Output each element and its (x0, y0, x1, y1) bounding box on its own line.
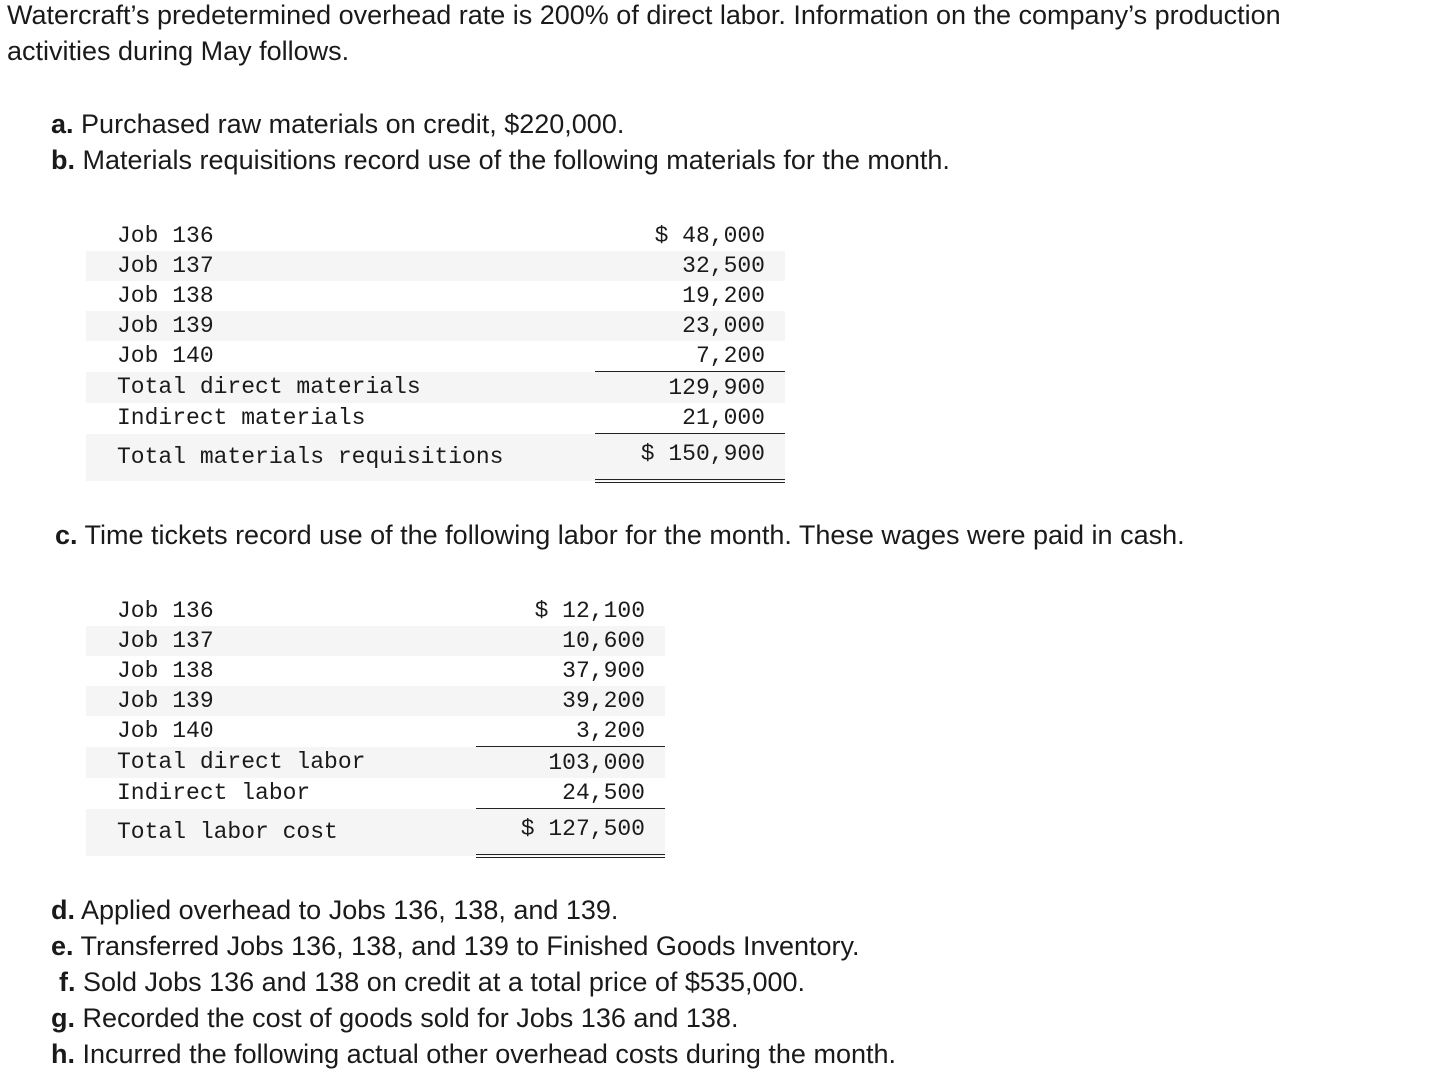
total-row (86, 434, 785, 482)
materials-requisitions-table (86, 221, 785, 483)
row-label: Total materials requisitions (86, 434, 595, 482)
row-label: Indirect labor (117, 780, 311, 807)
item-d-label: d. (51, 895, 75, 925)
item-a-text: Purchased raw materials on credit, $220,000. (81, 109, 625, 139)
row-label: Total direct labor (86, 747, 476, 779)
row-amount: 24,500 (562, 780, 645, 806)
item-c-text: Time tickets record use of the following labor for the month. These wages were paid in cash. (84, 520, 1185, 550)
item-e (51, 928, 860, 964)
intro-paragraph (7, 0, 1281, 69)
row-label: Job 136 (117, 223, 214, 249)
item-e-label: e. (51, 931, 74, 961)
item-a-label: a. (51, 109, 74, 139)
row-label: Job 140 (117, 718, 214, 745)
item-d (51, 892, 618, 928)
intro-line-2: activities during May follows. (7, 36, 350, 66)
labor-time-tickets-table (86, 596, 665, 858)
row-label: Indirect materials (117, 405, 366, 432)
table-row (86, 341, 785, 372)
item-f (59, 964, 805, 1000)
row-label: Total direct materials (86, 372, 595, 404)
table-row (86, 778, 665, 809)
table-row (86, 656, 665, 686)
table-row (86, 686, 665, 716)
row-amount: $ 48,000 (654, 223, 765, 249)
row-label: Job 139 (86, 686, 476, 716)
row-amount: 129,900 (595, 372, 785, 404)
table-row (86, 626, 665, 656)
item-f-text: Sold Jobs 136 and 138 on credit at a total price of $535,000. (83, 967, 806, 997)
item-h-label: h. (51, 1039, 75, 1069)
item-e-text: Transferred Jobs 136, 138, and 139 to Finished Goods Inventory. (80, 931, 860, 961)
item-a (51, 106, 624, 142)
row-label: Job 137 (86, 626, 476, 656)
row-amount: $ 12,100 (534, 598, 645, 624)
row-label: Total labor cost (86, 809, 476, 857)
row-label: Job 138 (117, 283, 214, 309)
item-b (51, 142, 950, 178)
intro-line-1: Watercraft’s predetermined overhead rate is 200% of direct labor. Information on the company’s production (7, 0, 1281, 30)
row-amount: 7,200 (695, 343, 765, 369)
row-amount: 103,000 (476, 747, 665, 779)
item-h (51, 1036, 896, 1072)
subtotal-row (86, 372, 785, 404)
table-row (86, 716, 665, 747)
row-amount: 10,600 (476, 626, 665, 656)
row-amount: 32,500 (595, 251, 785, 281)
table-row (86, 251, 785, 281)
table-row (86, 311, 785, 341)
subtotal-row (86, 747, 665, 779)
row-label: Job 139 (86, 311, 595, 341)
item-g-label: g. (51, 1003, 75, 1033)
table-row (86, 281, 785, 311)
row-amount: 19,200 (682, 283, 765, 309)
item-d-text: Applied overhead to Jobs 136, 138, and 139. (81, 895, 619, 925)
item-b-text: Materials requisitions record use of the following materials for the month. (82, 145, 950, 175)
row-amount: 23,000 (595, 311, 785, 341)
row-amount: 21,000 (682, 405, 765, 431)
item-b-label: b. (51, 145, 75, 175)
row-amount: $ 127,500 (476, 809, 665, 857)
item-h-text: Incurred the following actual other overhead costs during the month. (82, 1039, 896, 1069)
row-amount: $ 150,900 (595, 434, 785, 482)
row-label: Job 136 (117, 598, 214, 624)
item-c-label: c. (55, 520, 78, 550)
item-c (55, 517, 1185, 553)
row-amount: 3,200 (575, 718, 645, 744)
table-row (86, 596, 665, 626)
item-f-label: f. (59, 967, 76, 997)
row-label: Job 137 (86, 251, 595, 281)
row-amount: 37,900 (562, 658, 645, 684)
table-row (86, 403, 785, 434)
item-g-text: Recorded the cost of goods sold for Jobs 136 and 138. (82, 1003, 739, 1033)
row-label: Job 140 (117, 343, 214, 370)
table-row (86, 221, 785, 251)
row-label: Job 138 (117, 658, 214, 684)
total-row (86, 809, 665, 857)
row-amount: 39,200 (476, 686, 665, 716)
item-g (51, 1000, 738, 1036)
